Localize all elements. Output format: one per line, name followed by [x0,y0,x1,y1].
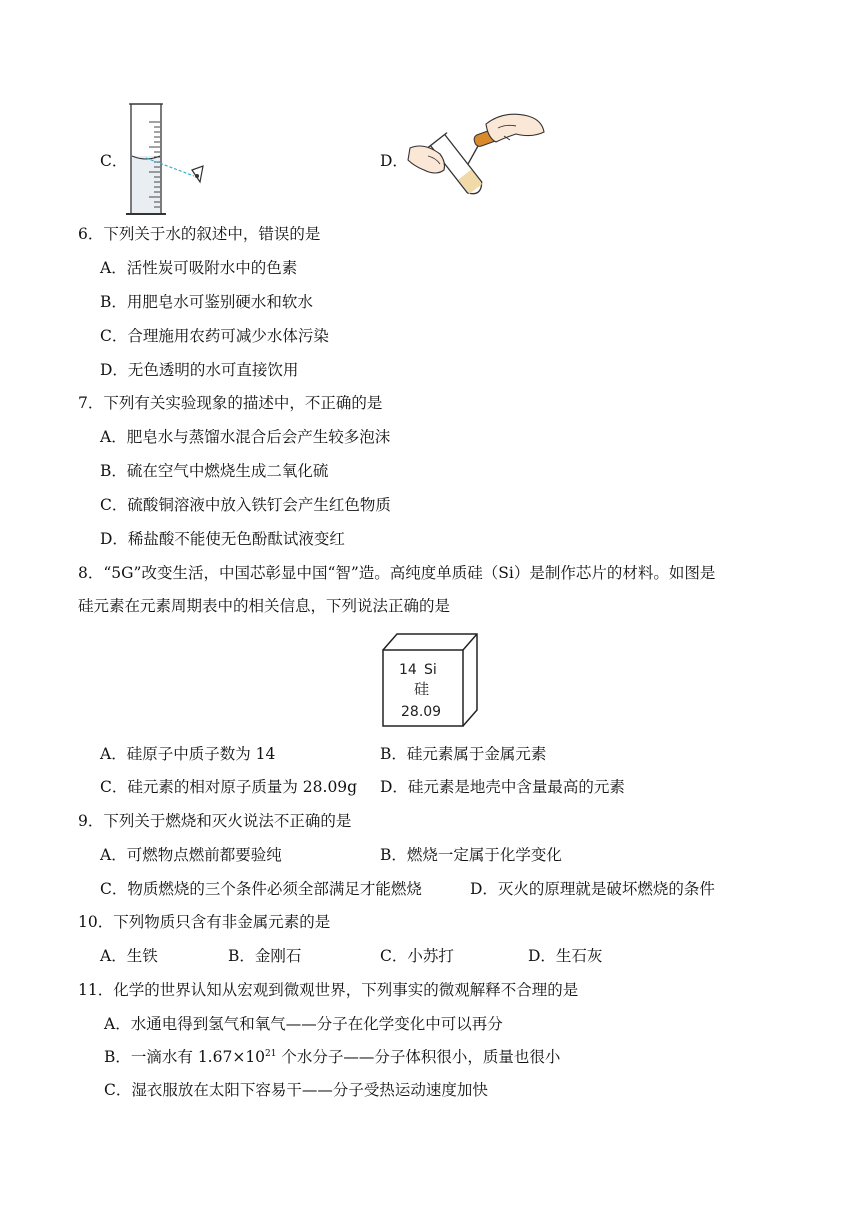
question-11-stem: 11．化学的世界认知从宏观到微观世界，下列事实的微观解释不合理的是 [78,981,579,999]
question-10-stem: 10．下列物质只含有非金属元素的是 [78,913,331,931]
question-11-option-b [104,1047,560,1067]
question-7-stem: 7．下列有关实验现象的描述中，不正确的是 [78,394,383,412]
question-11-option-c: C．湿衣服放在太阳下容易干——分子受热运动速度加快 [104,1081,488,1099]
question-9-option-b: B．燃烧一定属于化学变化 [380,846,562,864]
question-10-option-a: A．生铁 [100,947,158,965]
question-7-option-d: D．稀盐酸不能使无色酚酞试液变红 [100,530,345,548]
question-7-option-b: B．硫在空气中燃烧生成二氧化硫 [100,462,329,480]
question-7-option-a: A．肥皂水与蒸馏水混合后会产生较多泡沫 [100,428,391,446]
question-6-stem: 6．下列关于水的叙述中，错误的是 [78,225,321,243]
q11-b-suffix: 个水分子——分子体积很小，质量也很小 [276,1048,561,1066]
question-8-option-c: C．硅元素的相对原子质量为 28.09g [100,778,358,796]
question-9-stem: 9．下列关于燃烧和灭火说法不正确的是 [78,812,352,830]
option-d-label: D． [380,152,408,170]
question-9-option-c: C．物质燃烧的三个条件必须全部满足才能燃烧 [100,880,422,898]
silicon-element-tile [378,630,482,730]
graduated-cylinder-reading-icon [124,100,214,218]
question-6-option-a: A．活性炭可吸附水中的色素 [100,259,298,277]
question-6-option-c: C．合理施用农药可减少水体污染 [100,327,329,345]
question-8-option-d: D．硅元素是地壳中含量最高的元素 [380,778,625,796]
question-10-option-d: D．生石灰 [528,947,603,965]
si-name: 硅 [414,680,430,698]
question-11-option-a: A．水通电得到氢气和氧气——分子在化学变化中可以再分 [104,1015,503,1033]
question-9-option-d: D．灭火的原理就是破坏燃烧的条件 [470,880,715,898]
option-c-label: C． [100,152,128,170]
si-atomic-number: 14 [399,662,417,678]
question-10-option-b: B．金刚石 [228,947,302,965]
q11-b-prefix: B．一滴水有 1.67×10 [104,1048,266,1066]
question-8-stem-line1: 8．“5G”改变生活，中国芯彰显中国“智”造。高纯度单质硅（Si）是制作芯片的材料。如图是 [78,564,716,582]
question-7-option-c: C．硫酸铜溶液中放入铁钉会产生红色物质 [100,496,391,514]
question-6-option-b: B．用肥皂水可鉴别硬水和软水 [100,293,313,311]
q11-b-exponent: 21 [265,1049,277,1059]
si-atomic-mass: 28.09 [401,704,442,720]
question-6-option-d: D．无色透明的水可直接饮用 [100,361,299,379]
question-10-option-c: C．小苏打 [380,947,454,965]
question-8-stem-line2: 硅元素在元素周期表中的相关信息，下列说法正确的是 [78,597,451,615]
question-8-option-a: A．硅原子中质子数为 14 [100,745,276,763]
dropper-into-test-tube-icon [406,110,546,208]
si-symbol: Si [424,662,437,678]
question-8-option-b: B．硅元素属于金属元素 [380,745,547,763]
question-9-option-a: A．可燃物点燃前都要验纯 [100,846,282,864]
